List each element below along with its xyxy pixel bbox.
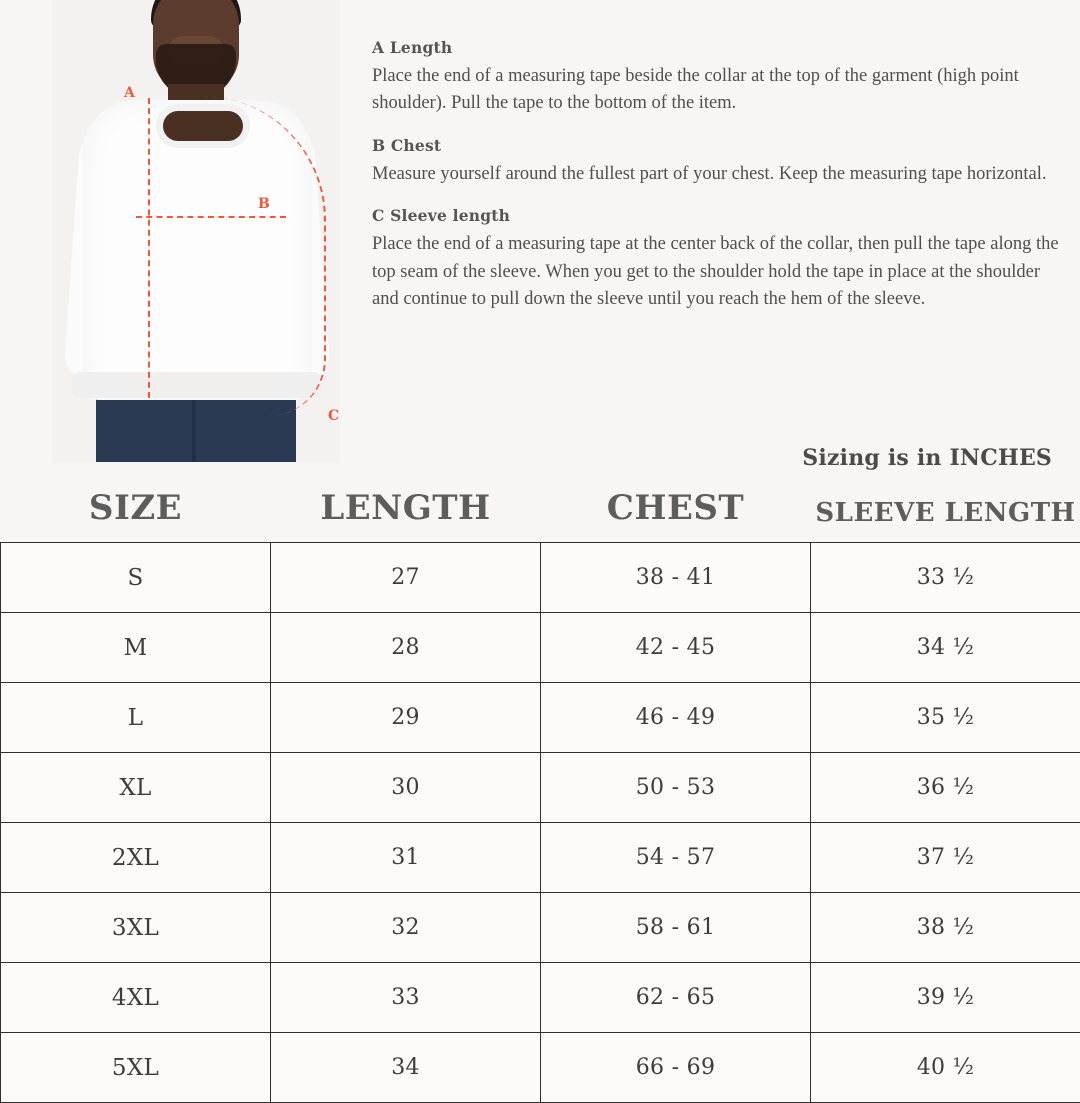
cell-sleeve-length: 34 ½ bbox=[811, 613, 1080, 683]
cell-size: M bbox=[1, 613, 271, 683]
column-header-chest: CHEST bbox=[541, 488, 811, 543]
cell-sleeve-length: 33 ½ bbox=[811, 543, 1080, 613]
instruction-body: Place the end of a measuring tape at the center back of the collar, then pull the tape along the top seam of the sleeve. When you get to the shoulder hold the tape in place at the shoulder and continue to pull down the sleeve until you reach the hem of the sleeve. bbox=[372, 231, 1062, 313]
cell-chest: 62 - 65 bbox=[541, 963, 811, 1033]
cell-sleeve-length: 39 ½ bbox=[811, 963, 1080, 1033]
table-row bbox=[1, 1033, 1080, 1103]
cell-size: XL bbox=[1, 753, 271, 823]
cell-chest: 46 - 49 bbox=[541, 683, 811, 753]
instruction-chest bbox=[372, 136, 1062, 188]
cell-length: 29 bbox=[271, 683, 541, 753]
length-guide-label: A bbox=[124, 85, 135, 101]
instruction-length bbox=[372, 38, 1062, 118]
cell-sleeve-length: 35 ½ bbox=[811, 683, 1080, 753]
cell-size: S bbox=[1, 543, 271, 613]
photo-background bbox=[52, 0, 340, 462]
cell-chest: 54 - 57 bbox=[541, 823, 811, 893]
cell-sleeve-length: 36 ½ bbox=[811, 753, 1080, 823]
top-section bbox=[0, 0, 1080, 462]
cell-size: 4XL bbox=[1, 963, 271, 1033]
size-table-head bbox=[1, 488, 1080, 543]
size-table-container bbox=[0, 488, 1080, 1103]
sweatshirt-left-cuff bbox=[72, 372, 128, 398]
instruction-body: Place the end of a measuring tape beside the collar at the top of the garment (high point shoulder). Pull the tape to the bottom of the item. bbox=[372, 63, 1062, 118]
cell-sleeve-length: 37 ½ bbox=[811, 823, 1080, 893]
garment-photo bbox=[52, 0, 340, 462]
size-table-body bbox=[1, 543, 1080, 1103]
table-row bbox=[1, 753, 1080, 823]
sizing-units-note: Sizing is in INCHES bbox=[802, 445, 1052, 471]
instruction-title: B Chest bbox=[372, 136, 1062, 155]
cell-chest: 42 - 45 bbox=[541, 613, 811, 683]
table-header-row bbox=[1, 488, 1080, 543]
cell-length: 27 bbox=[271, 543, 541, 613]
cell-chest: 50 - 53 bbox=[541, 753, 811, 823]
cell-size: 2XL bbox=[1, 823, 271, 893]
table-row bbox=[1, 613, 1080, 683]
cell-length: 30 bbox=[271, 753, 541, 823]
cell-size: L bbox=[1, 683, 271, 753]
table-row bbox=[1, 963, 1080, 1033]
table-row bbox=[1, 823, 1080, 893]
cell-length: 32 bbox=[271, 893, 541, 963]
chest-guide-label: B bbox=[258, 196, 270, 212]
cell-length: 31 bbox=[271, 823, 541, 893]
column-header-sleeve-length: SLEEVE LENGTH bbox=[811, 488, 1080, 543]
size-table bbox=[0, 488, 1080, 1103]
sleeve-guide-label: C bbox=[328, 408, 340, 424]
instruction-title: C Sleeve length bbox=[372, 206, 1062, 225]
instruction-sleeve-length bbox=[372, 206, 1062, 313]
instruction-body: Measure yourself around the fullest part of your chest. Keep the measuring tape horizontal. bbox=[372, 161, 1062, 188]
column-header-size: SIZE bbox=[1, 488, 271, 543]
cell-size: 5XL bbox=[1, 1033, 271, 1103]
cell-length: 33 bbox=[271, 963, 541, 1033]
table-row bbox=[1, 683, 1080, 753]
cell-chest: 66 - 69 bbox=[541, 1033, 811, 1103]
cell-chest: 38 - 41 bbox=[541, 543, 811, 613]
instruction-title: A Length bbox=[372, 38, 1062, 57]
table-row bbox=[1, 543, 1080, 613]
column-header-length: LENGTH bbox=[271, 488, 541, 543]
cell-length: 28 bbox=[271, 613, 541, 683]
cell-length: 34 bbox=[271, 1033, 541, 1103]
cell-size: 3XL bbox=[1, 893, 271, 963]
cell-sleeve-length: 38 ½ bbox=[811, 893, 1080, 963]
table-row bbox=[1, 893, 1080, 963]
cell-chest: 58 - 61 bbox=[541, 893, 811, 963]
measuring-instructions bbox=[372, 38, 1062, 331]
length-guide-line bbox=[148, 98, 150, 398]
cell-sleeve-length: 40 ½ bbox=[811, 1033, 1080, 1103]
